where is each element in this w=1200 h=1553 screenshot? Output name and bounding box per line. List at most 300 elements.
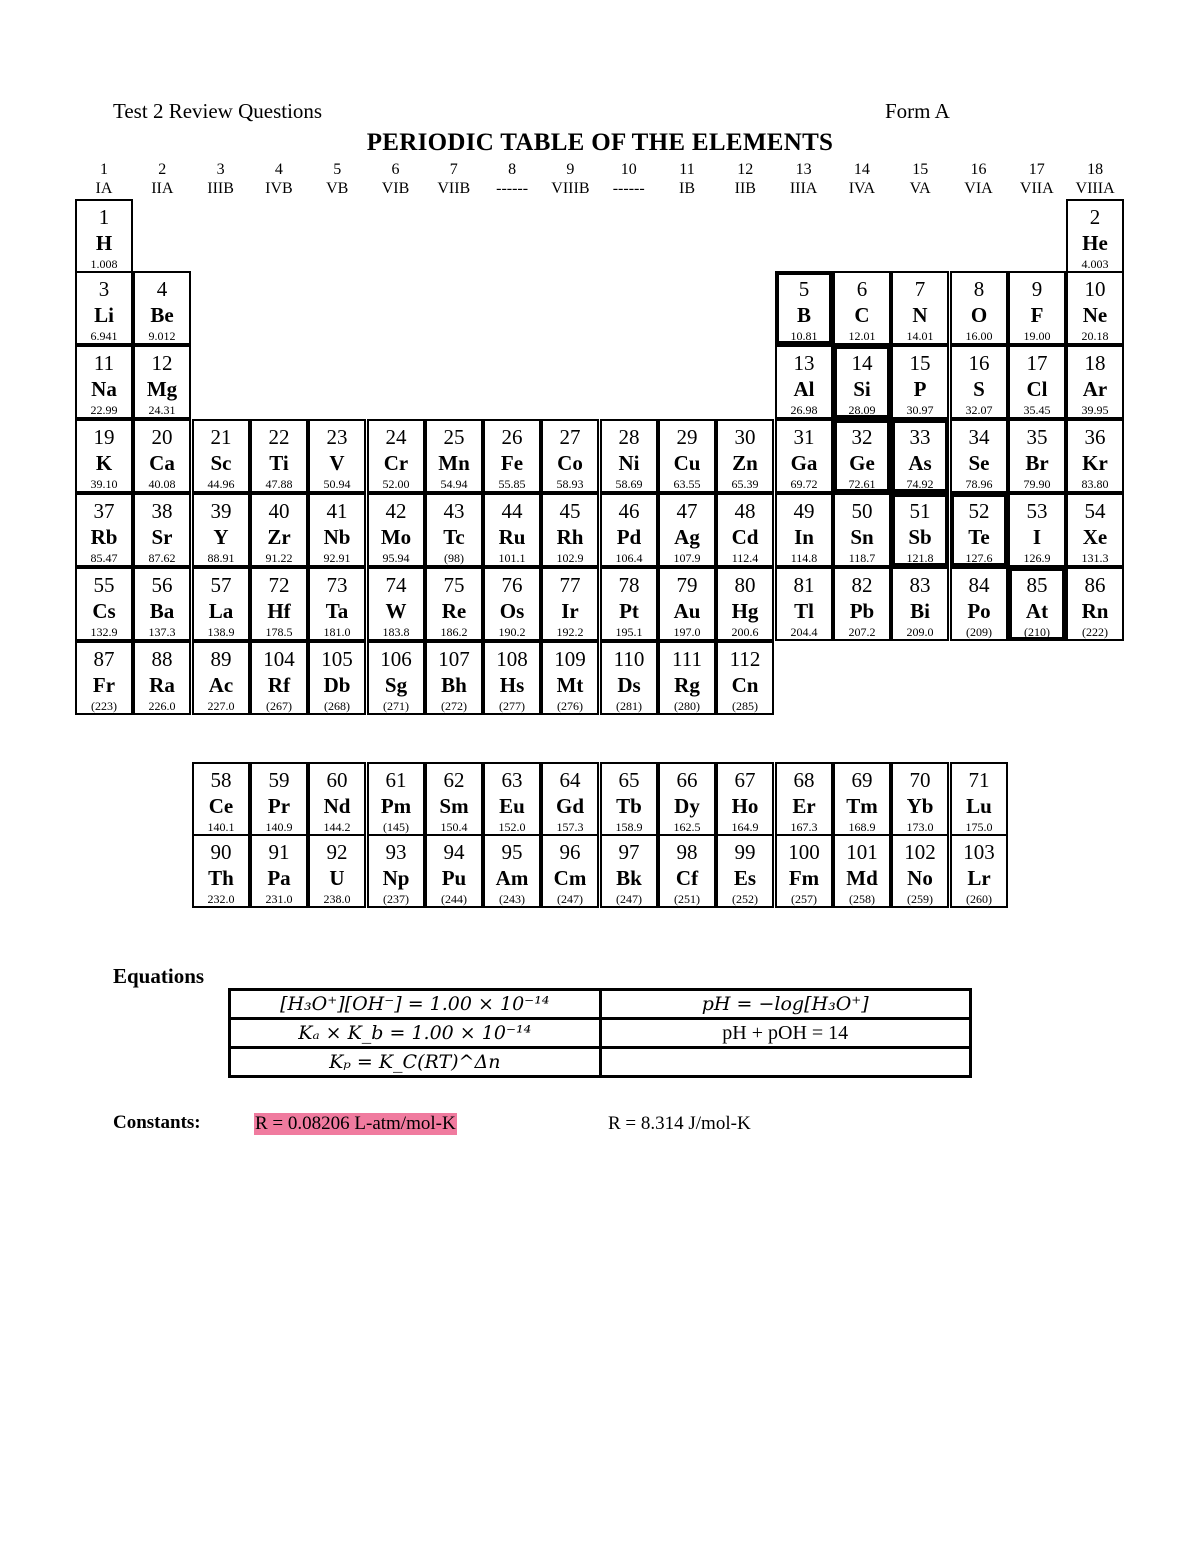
- group-roman: IB: [679, 180, 695, 197]
- atomic-mass: (267): [266, 699, 292, 713]
- element-symbol: Re: [441, 599, 467, 623]
- atomic-mass: 164.9: [731, 820, 759, 834]
- atomic-mass: (247): [616, 892, 642, 906]
- element-mo: [367, 493, 425, 567]
- atomic-mass: (209): [966, 625, 992, 639]
- element-rg: [658, 641, 716, 715]
- group-number: 3: [216, 161, 225, 178]
- element-symbol: Cl: [1026, 377, 1048, 401]
- element-symbol: Cs: [92, 599, 116, 623]
- element-symbol: Tb: [616, 794, 642, 818]
- element-pr: [250, 762, 308, 836]
- atomic-mass: 157.3: [556, 820, 584, 834]
- element-symbol: Ag: [674, 525, 700, 549]
- group-roman: VIB: [381, 180, 410, 197]
- atomic-number: 82: [851, 573, 873, 597]
- atomic-number: 62: [443, 768, 465, 792]
- atomic-number: 6: [856, 277, 868, 301]
- atomic-number: 73: [326, 573, 348, 597]
- group-label: [308, 160, 366, 198]
- element-symbol: Fe: [500, 451, 524, 475]
- atomic-mass: 30.97: [906, 403, 934, 417]
- table-row: [230, 1019, 971, 1048]
- atomic-number: 84: [968, 573, 990, 597]
- element-symbol: Fr: [92, 673, 116, 697]
- atomic-mass: 132.9: [90, 625, 118, 639]
- atomic-mass: 9.012: [148, 329, 176, 343]
- element-symbol: Zn: [732, 451, 758, 475]
- element-symbol: Xe: [1082, 525, 1108, 549]
- atomic-number: 83: [909, 573, 931, 597]
- element-xe: [1066, 493, 1124, 567]
- element-symbol: Bk: [616, 866, 642, 890]
- element-symbol: Ne: [1082, 303, 1108, 327]
- element-symbol: Os: [499, 599, 525, 623]
- element-pb: [833, 567, 891, 641]
- atomic-number: 37: [93, 499, 115, 523]
- element-au: [658, 567, 716, 641]
- atomic-number: 96: [559, 840, 581, 864]
- atomic-number: 7: [914, 277, 926, 301]
- element-ra: [133, 641, 191, 715]
- element-u: [308, 834, 366, 908]
- atomic-number: 94: [443, 840, 465, 864]
- group-roman: VB: [326, 180, 349, 197]
- atomic-number: 103: [963, 840, 995, 864]
- element-symbol: S: [973, 377, 985, 401]
- atomic-number: 24: [385, 425, 407, 449]
- atomic-number: 44: [501, 499, 523, 523]
- atomic-mass: 226.0: [148, 699, 176, 713]
- atomic-mass: 209.0: [906, 625, 934, 639]
- element-fe: [483, 419, 541, 493]
- group-number: 15: [912, 161, 929, 178]
- group-label: [250, 160, 308, 198]
- element-cd: [716, 493, 774, 567]
- element-cm: [541, 834, 599, 908]
- element-symbol: O: [970, 303, 988, 327]
- atomic-number: 47: [676, 499, 698, 523]
- atomic-number: 61: [385, 768, 407, 792]
- atomic-mass: (257): [791, 892, 817, 906]
- element-symbol: He: [1082, 231, 1108, 255]
- element-fr: [75, 641, 133, 715]
- atomic-mass: (277): [499, 699, 525, 713]
- atomic-number: 41: [326, 499, 348, 523]
- element-symbol: Rb: [90, 525, 118, 549]
- group-number: 1: [100, 161, 108, 178]
- element-symbol: No: [907, 866, 933, 890]
- element-sr: [133, 493, 191, 567]
- atomic-number: 74: [385, 573, 407, 597]
- element-cr: [367, 419, 425, 493]
- atomic-mass: (281): [616, 699, 642, 713]
- group-label: [775, 160, 833, 198]
- atomic-number: 30: [734, 425, 756, 449]
- equation-kp-kc: [230, 1048, 601, 1077]
- group-label: [891, 160, 949, 198]
- atomic-mass: 158.9: [615, 820, 643, 834]
- atomic-mass: (272): [441, 699, 467, 713]
- element-ce: [192, 762, 250, 836]
- element-li: [75, 271, 133, 345]
- element-symbol: Ce: [208, 794, 234, 818]
- group-label: [483, 160, 541, 198]
- element-symbol: Pu: [441, 866, 467, 890]
- element-tl: [775, 567, 833, 641]
- element-symbol: U: [329, 866, 345, 890]
- element-sc: [192, 419, 250, 493]
- element-la: [192, 567, 250, 641]
- element-symbol: Y: [213, 525, 229, 549]
- element-symbol: Pd: [616, 525, 642, 549]
- table-row: [230, 990, 971, 1019]
- atomic-number: 79: [676, 573, 698, 597]
- element-symbol: Te: [968, 525, 990, 549]
- element-hf: [250, 567, 308, 641]
- element-ru: [483, 493, 541, 567]
- element-rf: [250, 641, 308, 715]
- atomic-number: 60: [326, 768, 348, 792]
- atomic-mass: 95.94: [382, 551, 410, 565]
- element-symbol: Db: [323, 673, 351, 697]
- atomic-mass: 231.0: [265, 892, 293, 906]
- group-number: 18: [1087, 161, 1104, 178]
- atomic-mass: (252): [732, 892, 758, 906]
- element-sg: [367, 641, 425, 715]
- element-symbol: Cf: [675, 866, 699, 890]
- element-symbol: Li: [94, 303, 114, 327]
- group-roman: IVB: [265, 180, 293, 197]
- atomic-mass: 83.80: [1081, 477, 1109, 491]
- atomic-mass: (98): [444, 551, 464, 565]
- atomic-mass: 106.4: [615, 551, 643, 565]
- element-symbol: Ir: [561, 599, 579, 623]
- atomic-mass: 4.003: [1081, 257, 1109, 271]
- group-label: [192, 160, 250, 198]
- atomic-mass: 32.07: [965, 403, 993, 417]
- element-ba: [133, 567, 191, 641]
- element-symbol: Se: [968, 451, 990, 475]
- element-symbol: Po: [967, 599, 991, 623]
- atomic-mass: (271): [383, 699, 409, 713]
- atomic-number: 66: [676, 768, 698, 792]
- element-os: [483, 567, 541, 641]
- element-am: [483, 834, 541, 908]
- element-symbol: Mo: [380, 525, 412, 549]
- element-symbol: In: [794, 525, 814, 549]
- atomic-mass: 39.10: [90, 477, 118, 491]
- element-se: [950, 419, 1008, 493]
- element-h: [75, 199, 133, 273]
- atomic-mass: 44.96: [207, 477, 235, 491]
- atomic-number: 67: [734, 768, 756, 792]
- atomic-number: 107: [438, 647, 470, 671]
- group-number: 16: [970, 161, 987, 178]
- atomic-number: 49: [793, 499, 815, 523]
- element-symbol: Am: [495, 866, 529, 890]
- group-label: [1066, 160, 1124, 198]
- element-eu: [483, 762, 541, 836]
- atomic-mass: (222): [1082, 625, 1108, 639]
- group-roman: VIIIA: [1075, 180, 1115, 197]
- element-symbol: Rg: [674, 673, 700, 697]
- element-dy: [658, 762, 716, 836]
- element-symbol: At: [1025, 599, 1049, 623]
- atomic-mass: 101.1: [498, 551, 526, 565]
- element-ne: [1066, 271, 1124, 345]
- element-tc: [425, 493, 483, 567]
- atomic-number: 88: [151, 647, 173, 671]
- atomic-mass: 200.6: [731, 625, 759, 639]
- atomic-mass: 131.3: [1081, 551, 1109, 565]
- atomic-mass: 126.9: [1023, 551, 1051, 565]
- atomic-number: 5: [798, 277, 810, 301]
- element-symbol: Hf: [267, 599, 291, 623]
- element-mt: [541, 641, 599, 715]
- atomic-mass: 91.22: [265, 551, 293, 565]
- element-re: [425, 567, 483, 641]
- group-roman: ------: [612, 180, 645, 197]
- element-symbol: Es: [733, 866, 757, 890]
- group-number: 12: [737, 161, 754, 178]
- group-label: [133, 160, 191, 198]
- element-ac: [192, 641, 250, 715]
- atomic-number: 90: [210, 840, 232, 864]
- atomic-mass: (244): [441, 892, 467, 906]
- eq-text: Kₐ × K_b = 1.00 × 10⁻¹⁴: [298, 1022, 532, 1044]
- atomic-number: 50: [851, 499, 873, 523]
- element-symbol: Th: [208, 866, 234, 890]
- atomic-number: 71: [968, 768, 990, 792]
- group-roman: VIA: [964, 180, 993, 197]
- atomic-number: 26: [501, 425, 523, 449]
- group-number: 11: [679, 161, 695, 178]
- atomic-number: 48: [734, 499, 756, 523]
- atomic-mass: 19.00: [1023, 329, 1051, 343]
- atomic-mass: 197.0: [673, 625, 701, 639]
- atomic-mass: (223): [91, 699, 117, 713]
- element-sb: [891, 493, 949, 567]
- atomic-number: 99: [734, 840, 756, 864]
- group-roman: VIIA: [1019, 180, 1054, 197]
- element-symbol: Er: [792, 794, 816, 818]
- element-symbol: Ru: [498, 525, 526, 549]
- element-cl: [1008, 345, 1066, 419]
- atomic-mass: (280): [674, 699, 700, 713]
- element-in: [775, 493, 833, 567]
- element-symbol: K: [95, 451, 113, 475]
- atomic-mass: 58.69: [615, 477, 643, 491]
- group-roman: IVA: [848, 180, 876, 197]
- element-gd: [541, 762, 599, 836]
- atomic-mass: 6.941: [90, 329, 118, 343]
- atomic-number: 54: [1084, 499, 1106, 523]
- atomic-number: 29: [676, 425, 698, 449]
- element-ga: [775, 419, 833, 493]
- atomic-number: 76: [501, 573, 523, 597]
- atomic-mass: 22.99: [90, 403, 118, 417]
- element-symbol: Eu: [499, 794, 525, 818]
- element-n: [891, 271, 949, 345]
- element-br: [1008, 419, 1066, 493]
- atomic-mass: (243): [499, 892, 525, 906]
- atomic-number: 85: [1026, 573, 1048, 597]
- atomic-number: 14: [851, 351, 873, 375]
- atomic-mass: (276): [557, 699, 583, 713]
- element-ti: [250, 419, 308, 493]
- element-symbol: Gd: [555, 794, 584, 818]
- element-ds: [600, 641, 658, 715]
- eq-text: [H₃O⁺][OH⁻] = 1.00 × 10⁻¹⁴: [280, 993, 550, 1015]
- atomic-mass: 26.98: [790, 403, 818, 417]
- group-label: [541, 160, 599, 198]
- atomic-mass: 175.0: [965, 820, 993, 834]
- element-symbol: Md: [846, 866, 878, 890]
- element-pt: [600, 567, 658, 641]
- atomic-mass: 118.7: [848, 551, 876, 565]
- element-si: [833, 345, 891, 419]
- element-symbol: Ar: [1082, 377, 1108, 401]
- atomic-mass: 178.5: [265, 625, 293, 639]
- atomic-number: 25: [443, 425, 465, 449]
- header-left: Test 2 Review Questions: [113, 99, 323, 123]
- group-number: 14: [853, 161, 870, 178]
- atomic-mass: 195.1: [615, 625, 643, 639]
- element-np: [367, 834, 425, 908]
- atomic-mass: 238.0: [323, 892, 351, 906]
- element-rh: [541, 493, 599, 567]
- element-symbol: Ac: [208, 673, 234, 697]
- atomic-mass: 140.1: [207, 820, 235, 834]
- atomic-number: 89: [210, 647, 232, 671]
- atomic-number: 12: [151, 351, 173, 375]
- group-label: [1008, 160, 1066, 198]
- element-i: [1008, 493, 1066, 567]
- element-symbol: Tc: [443, 525, 465, 549]
- atomic-number: 3: [98, 277, 110, 301]
- atomic-number: 27: [559, 425, 581, 449]
- atomic-mass: 112.4: [731, 551, 759, 565]
- atomic-number: 111: [672, 647, 702, 671]
- atomic-number: 57: [210, 573, 232, 597]
- atomic-mass: 227.0: [207, 699, 235, 713]
- atomic-number: 64: [559, 768, 581, 792]
- atomic-mass: 55.85: [498, 477, 526, 491]
- element-symbol: Sc: [210, 451, 232, 475]
- atomic-mass: 181.0: [323, 625, 351, 639]
- atomic-number: 4: [156, 277, 168, 301]
- element-pa: [250, 834, 308, 908]
- element-hg: [716, 567, 774, 641]
- element-symbol: Bi: [910, 599, 930, 623]
- atomic-mass: 87.62: [148, 551, 176, 565]
- atomic-number: 65: [618, 768, 640, 792]
- element-kr: [1066, 419, 1124, 493]
- atomic-number: 69: [851, 768, 873, 792]
- atomic-number: 55: [93, 573, 115, 597]
- constants-label: Constants:: [113, 1112, 201, 1133]
- atomic-number: 106: [380, 647, 412, 671]
- equation-ka-kb: [230, 1019, 601, 1048]
- equation-ph-definition: [600, 990, 971, 1019]
- atomic-mass: 167.3: [790, 820, 818, 834]
- atomic-mass: 72.61: [848, 477, 876, 491]
- atomic-number: 51: [909, 499, 931, 523]
- element-symbol: Co: [557, 451, 583, 475]
- atomic-number: 22: [268, 425, 290, 449]
- atomic-number: 53: [1026, 499, 1048, 523]
- element-bi: [891, 567, 949, 641]
- atomic-number: 13: [793, 351, 815, 375]
- element-symbol: Mg: [146, 377, 178, 401]
- element-ta: [308, 567, 366, 641]
- atomic-number: 68: [793, 768, 815, 792]
- atomic-mass: (237): [383, 892, 409, 906]
- element-symbol: Hs: [499, 673, 525, 697]
- atomic-number: 10: [1084, 277, 1106, 301]
- element-symbol: Ra: [149, 673, 175, 697]
- element-hs: [483, 641, 541, 715]
- element-symbol: P: [913, 377, 927, 401]
- atomic-number: 23: [326, 425, 348, 449]
- atomic-mass: 65.39: [731, 477, 759, 491]
- group-number: 10: [620, 161, 637, 178]
- group-label: [716, 160, 774, 198]
- element-symbol: Tl: [794, 599, 814, 623]
- element-symbol: Sm: [439, 794, 469, 818]
- atomic-number: 59: [268, 768, 290, 792]
- element-symbol: V: [329, 451, 345, 475]
- atomic-number: 98: [676, 840, 698, 864]
- group-number: 5: [333, 161, 342, 178]
- element-v: [308, 419, 366, 493]
- atomic-number: 56: [151, 573, 173, 597]
- atomic-mass: (259): [907, 892, 933, 906]
- equations-table: [228, 988, 972, 1078]
- element-symbol: N: [912, 303, 928, 327]
- element-symbol: Cd: [731, 525, 759, 549]
- element-symbol: C: [854, 303, 870, 327]
- element-cf: [658, 834, 716, 908]
- atomic-mass: 150.4: [440, 820, 468, 834]
- atomic-mass: 192.2: [556, 625, 584, 639]
- atomic-number: 80: [734, 573, 756, 597]
- atomic-mass: 14.01: [906, 329, 934, 343]
- atomic-number: 77: [559, 573, 581, 597]
- atomic-number: 70: [909, 768, 931, 792]
- group-label: [367, 160, 425, 198]
- element-mn: [425, 419, 483, 493]
- element-symbol: Lu: [966, 794, 992, 818]
- element-symbol: Nd: [323, 794, 351, 818]
- atomic-number: 33: [909, 425, 931, 449]
- element-tm: [833, 762, 891, 836]
- element-zr: [250, 493, 308, 567]
- element-be: [133, 271, 191, 345]
- element-o: [950, 271, 1008, 345]
- atomic-number: 97: [618, 840, 640, 864]
- element-db: [308, 641, 366, 715]
- atomic-mass: 50.94: [323, 477, 351, 491]
- element-symbol: Au: [673, 599, 701, 623]
- group-number: 2: [158, 161, 167, 178]
- element-ge: [833, 419, 891, 493]
- element-sm: [425, 762, 483, 836]
- atomic-number: 46: [618, 499, 640, 523]
- eq-text: pH + pOH = 14: [722, 1021, 849, 1044]
- atomic-mass: 58.93: [556, 477, 584, 491]
